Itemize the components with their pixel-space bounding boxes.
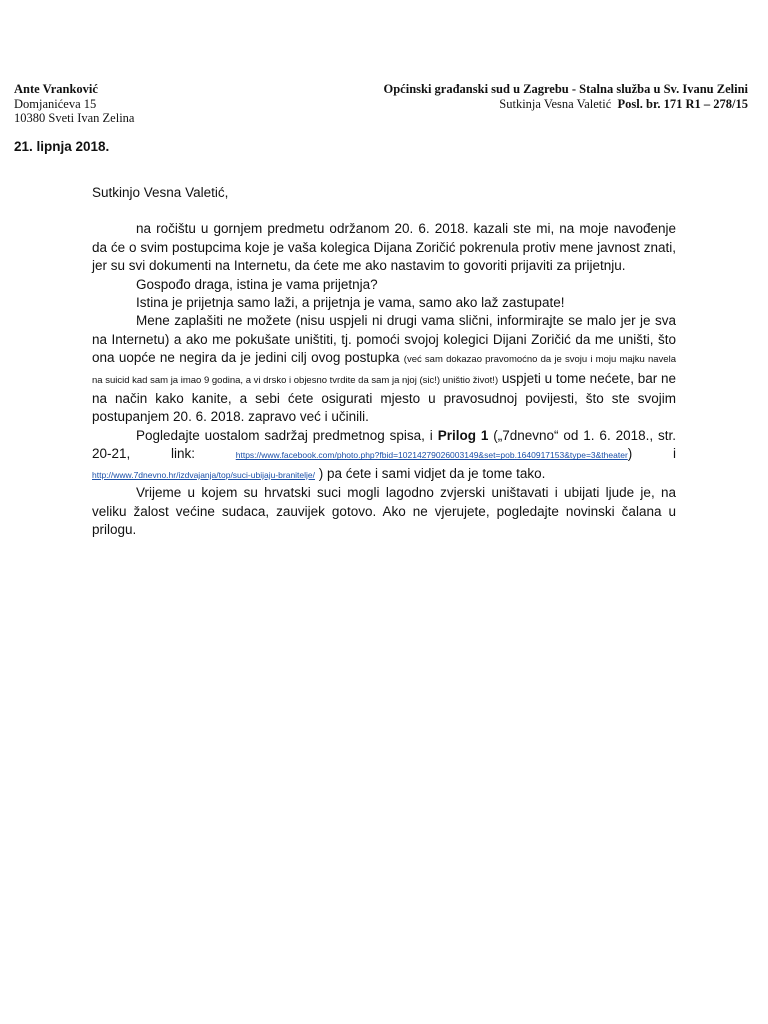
paragraph-2: Gospođo draga, istina je vama prijetnja? <box>136 276 378 292</box>
salutation: Sutkinjo Vesna Valetić, <box>92 185 229 200</box>
paragraph-4-aside: (već sam dokazao pravomoćno da je svoju i moju majku navela na suicid kad sam ja imao 9 godina, a vi drsko i objesno tvrdite da sam ja njoj (sic!) uništio život!) <box>92 354 676 386</box>
7dnevno-link[interactable]: http://www.7dnevno.hr/izdvajanja/top/suci-ubijaju-branitelje/ <box>92 469 316 480</box>
sender-street: Domjanićeva 15 <box>14 96 97 111</box>
paragraph-4-text-b: uspjeti u tome nećete, bar ne na način kako kanite, a sebi ćete osigurati mjesto u pravosudnoj povijesti, što ste svojim postupanjem 20. 6. 2018. zapravo već i učinili. <box>92 370 676 425</box>
case-number: Posl. br. 171 R1 – 278/15 <box>617 96 748 111</box>
sender-block <box>14 82 134 126</box>
sender-city: 10380 Sveti Ivan Zelina <box>14 111 135 125</box>
paragraph-5-text-b: („7dnevno“ od 1. 6. 2018., str. 20-21, link: <box>92 427 676 462</box>
letter-body <box>92 184 676 539</box>
paragraph-5-text-d: ) pa ćete i sami vidjet da je tome tako. <box>318 465 546 481</box>
paragraph-4 <box>92 312 676 426</box>
court-name: Općinski građanski sud u Zagrebu - Stalna služba u Sv. Ivanu Zelini <box>383 82 748 96</box>
paragraph-3: Istina je prijetnja samo laži, a prijetnja je vama, samo ako laž zastupate! <box>136 295 565 311</box>
paragraph-4-text-a: Mene zaplašiti ne možete (nisu uspjeli ni drugi vama slični, informirajte se malo jer je sva na Internetu) a ako me pokušate uništiti, tj. pomoći svojoj kolegici Dijani Zoričić da me uništi, što ona uopće ne negira da je jedini cilj ovog postupka <box>92 313 676 366</box>
paragraph-5 <box>92 427 676 484</box>
paragraph-5-text-a: Pogledajte uostalom sadržaj predmetnog spisa, i <box>136 427 433 443</box>
sender-name: Ante Vranković <box>14 82 98 96</box>
court-reference <box>384 97 749 112</box>
paragraph-5-text-c: ) i <box>627 446 676 462</box>
court-block <box>384 82 749 111</box>
paragraph-1: na ročištu u gornjem predmetu održanom 20. 6. 2018. kazali ste mi, na moje navođenje da će o svim postupcima koje je vaša kolegica Dijana Zoričić pokrenula protiv mene javnost znati, jer su svi dokumenti na Internetu, da ćete me ako nastavim to govoriti prijaviti za prijetnju. <box>92 221 676 274</box>
letter-date: 21. lipnja 2018. <box>14 139 110 154</box>
paragraph-6: Vrijeme u kojem su hrvatski suci mogli lagodno zvjerski uništavati i ubijati ljude je, na veliku žalost većine sudaca, zauvijek gotovo. Ako ne vjerujete, pogledajte novinski čalana u prilogu. <box>92 485 676 537</box>
judge-name: Sutkinja Vesna Valetić <box>499 96 612 111</box>
attachment-label: Prilog 1 <box>437 427 489 443</box>
facebook-link[interactable]: https://www.facebook.com/photo.php?fbid=10214279026003149&set=pob.1640917153&type=3&theater <box>235 450 628 461</box>
